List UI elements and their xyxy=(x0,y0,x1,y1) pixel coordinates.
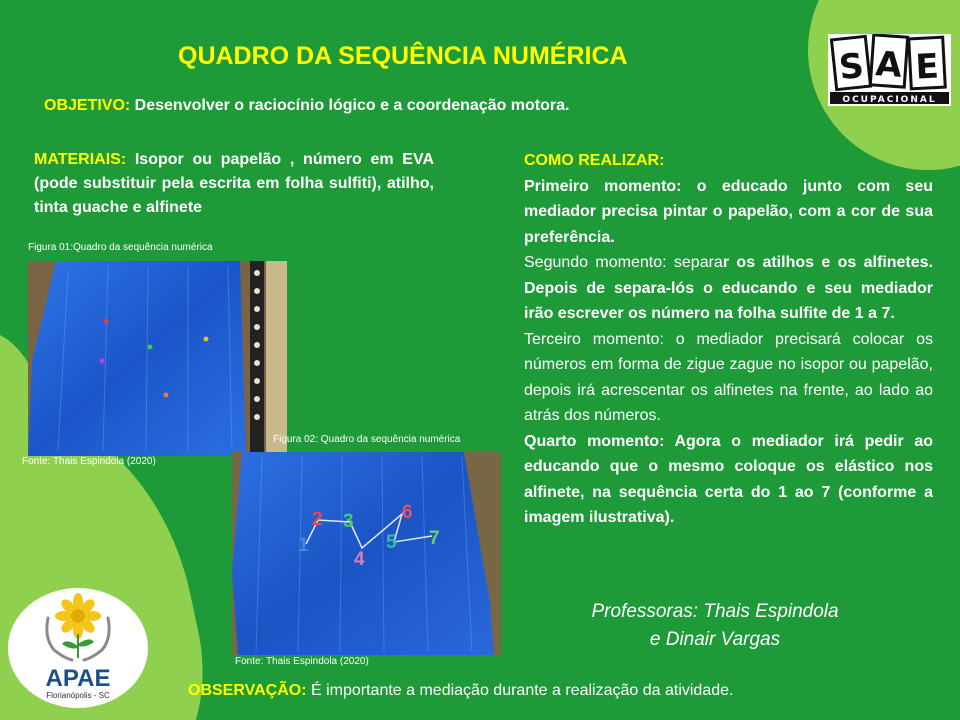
sae-letter-a: A xyxy=(874,44,904,86)
how-to-step-2-bold: r os atilhos e os alfinetes. Depois de separa-lós o educando e seu mediador irão escrever os número na folha sulfite de 1 a 7. xyxy=(524,254,934,322)
apae-logo xyxy=(8,588,148,708)
figure1-caption: Figura 01:Quadro da sequência numérica xyxy=(28,242,213,253)
figure2-number-5: 5 xyxy=(386,532,397,553)
teachers-credit xyxy=(560,598,870,654)
page-title: QUADRO DA SEQUÊNCIA NUMÉRICA xyxy=(178,42,628,70)
materials-text: Isopor ou papelão , número em EVA (pode substituir pela escrita em folha sulfiti), atilho, tinta guache e alfinete xyxy=(34,151,434,216)
how-to-step-1: Primeiro momento: o educado junto com seu mediador precisa pintar o papelão, com a cor de sua preferência. xyxy=(524,177,933,246)
sae-logo xyxy=(828,34,951,106)
figure1-board-image xyxy=(28,261,287,456)
sunflower-icon xyxy=(55,593,101,658)
figure1-photo xyxy=(28,261,287,456)
figure2-number-1: 1 xyxy=(298,535,309,556)
how-to-step-2 xyxy=(524,250,933,327)
apae-city: Florianópolis - SC xyxy=(46,691,110,700)
figure2-number-7: 7 xyxy=(429,528,440,549)
figure1-source: Fonte: Thais Espindola (2020) xyxy=(22,456,156,467)
materials xyxy=(34,148,434,220)
objective xyxy=(44,97,569,115)
how-to-step-3: Terceiro momento: o mediador precisará colocar os números em forma de zigue zague no isopor ou papelão, depois irá acrescentar os alfinetes na frente, ao lado ao atrás dos números. xyxy=(524,330,933,424)
figure2-number-3: 3 xyxy=(343,511,354,532)
teachers-line-2: e Dinair Vargas xyxy=(649,629,781,650)
figure2-number-4: 4 xyxy=(354,549,365,570)
observation-text: É importante a mediação durante a realização da atividade. xyxy=(306,682,734,699)
observation-label: OBSERVAÇÃO: xyxy=(188,682,307,699)
figure2-number-6: 6 xyxy=(402,502,413,523)
figure2-caption: Figura 02: Quadro da sequência numérica xyxy=(273,434,461,445)
figure2-board-image xyxy=(232,452,501,655)
figure2-number-2: 2 xyxy=(312,509,323,530)
observation xyxy=(188,682,733,700)
sae-logo-mark xyxy=(828,34,951,106)
sae-letter-s: S xyxy=(837,45,866,89)
objective-text: Desenvolver o raciocínio lógico e a coordenação motora. xyxy=(130,97,570,114)
apae-name: APAE xyxy=(45,665,111,692)
objective-label: OBJETIVO: xyxy=(44,97,131,114)
sae-subtitle: OCUPACIONAL xyxy=(842,95,937,105)
figure2-source: Fonte: Thais Espindola (2020) xyxy=(235,656,369,667)
materials-label: MATERIAIS: xyxy=(34,151,127,168)
how-to-label: COMO REALIZAR: xyxy=(524,152,665,169)
sae-letter-e: E xyxy=(914,46,940,88)
figure2-photo xyxy=(232,452,501,655)
how-to-step-4: Quarto momento: Agora o mediador irá pedir ao educando que o mesmo coloque os elástico nos alfinete, na sequência certa do 1 ao 7 (conforme a imagem ilustrativa). xyxy=(524,432,933,526)
teachers-line-1: Professoras: Thais Espindola xyxy=(591,601,839,622)
how-to-section xyxy=(524,148,933,531)
apae-logo-mark xyxy=(8,588,148,708)
how-to-step-2-plain: Segundo momento: separa xyxy=(524,254,723,271)
